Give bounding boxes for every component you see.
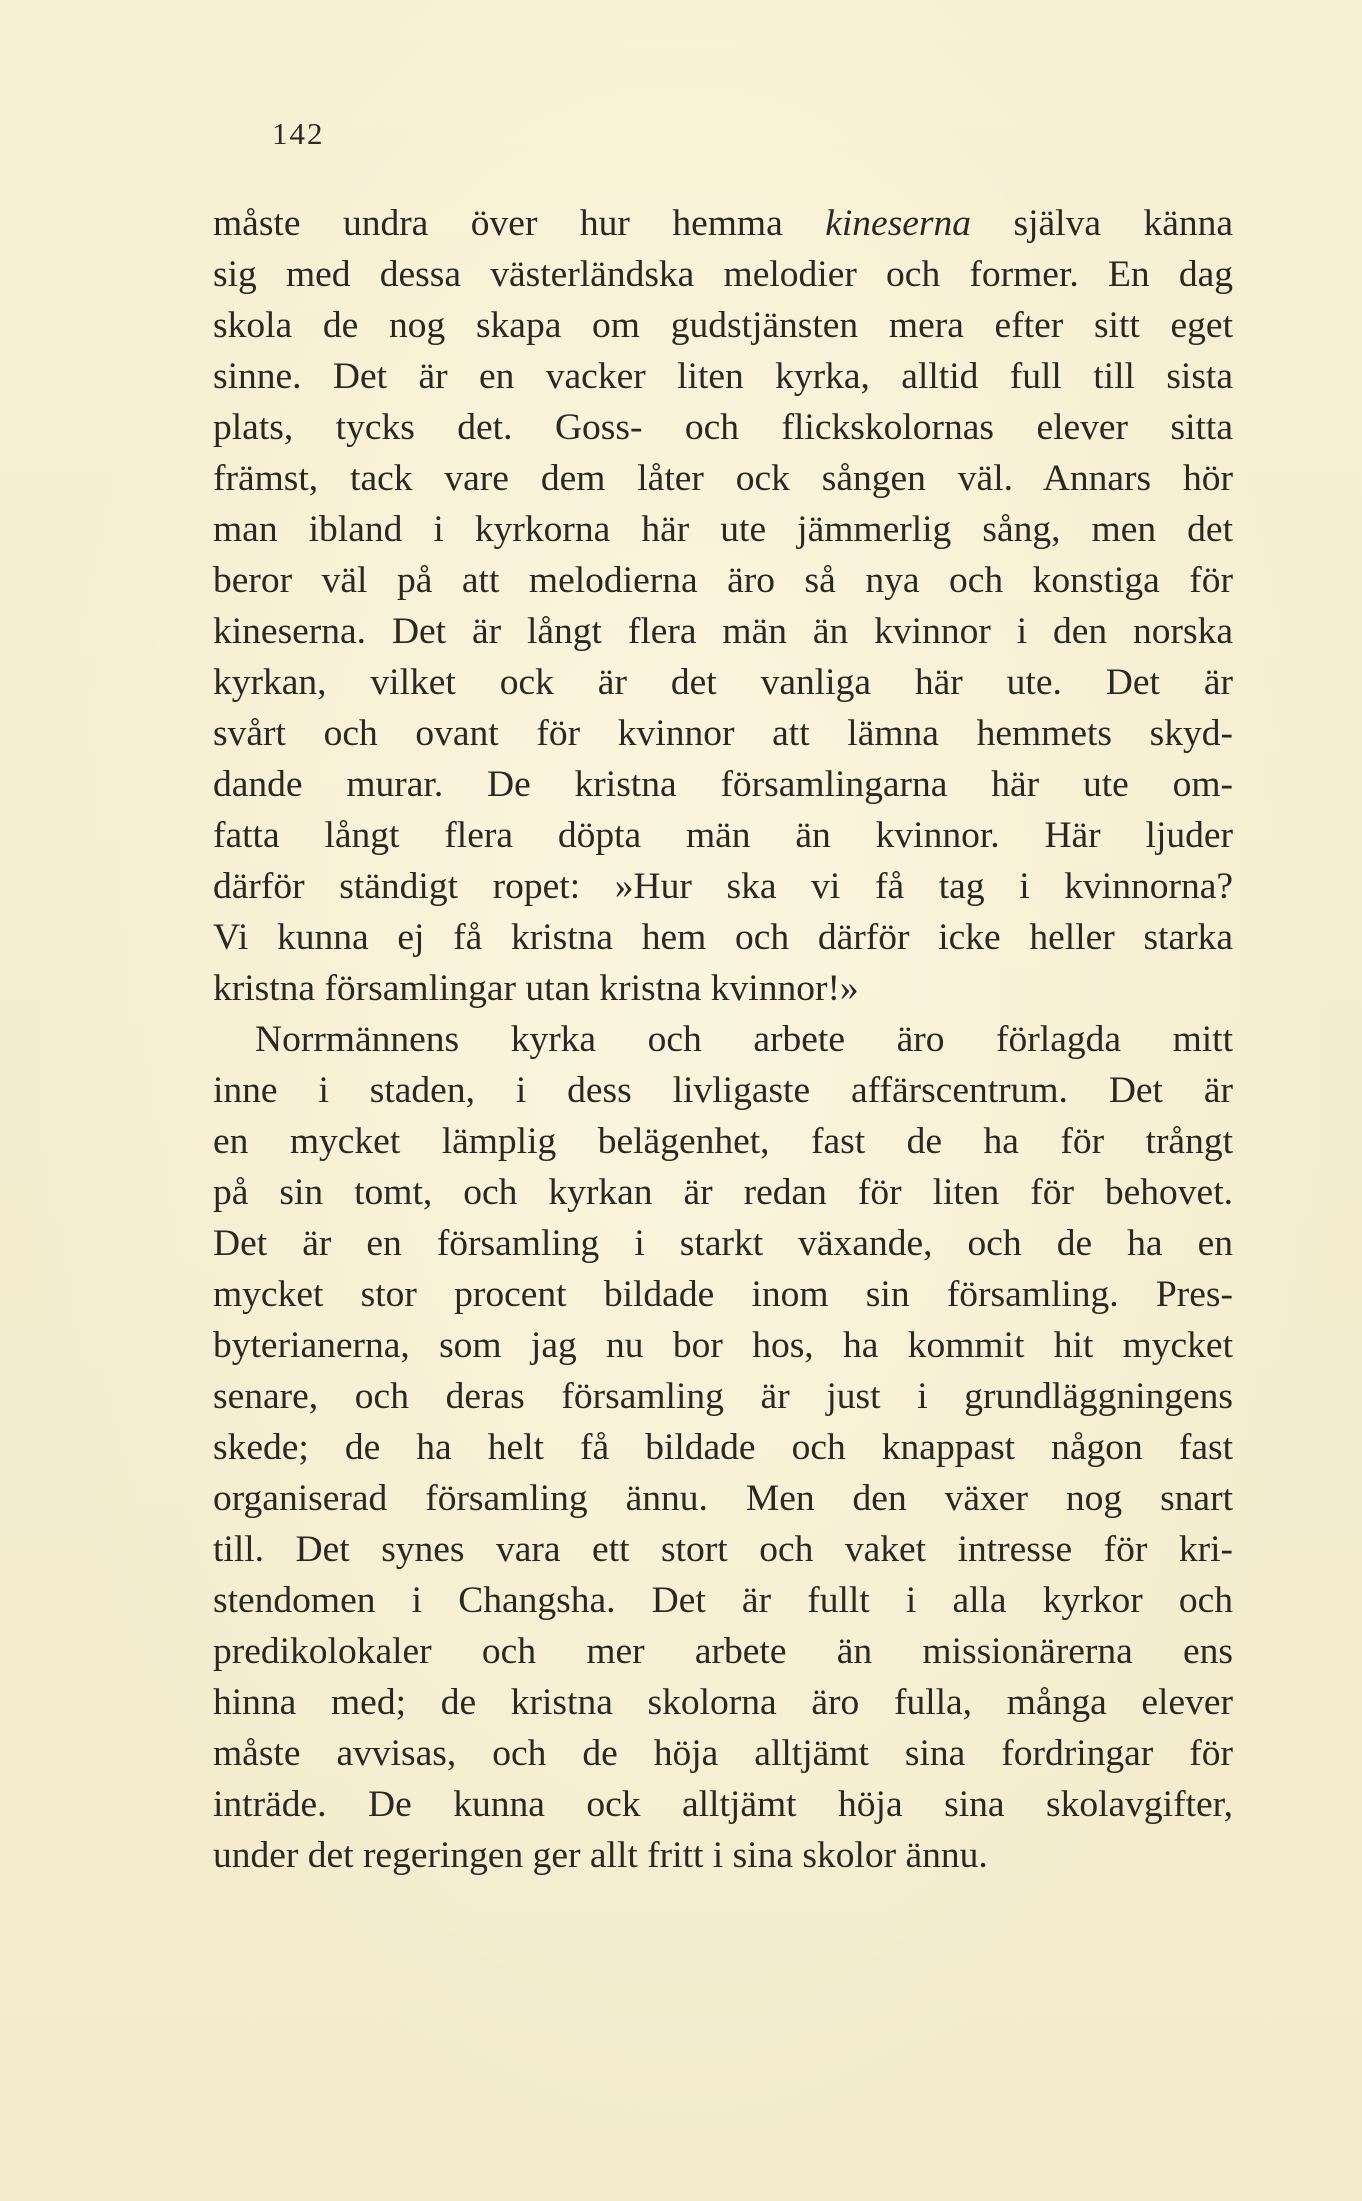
text-line-19: en mycket lämplig belägenhet, fast de ha för trångt: [213, 1121, 1233, 1162]
text-line-32: inträde. De kunna ock alltjämt höja sina skolavgifter,: [213, 1784, 1233, 1825]
text-line-13: fatta långt flera döpta män än kvinnor. Här ljuder: [213, 815, 1233, 856]
text-line-28: stendomen i Changsha. Det är fullt i alla kyrkor och: [213, 1580, 1233, 1621]
text-line-18: inne i staden, i dess livligaste affärscentrum. Det är: [213, 1070, 1233, 1111]
text-line-7: man ibland i kyrkorna här ute jämmerlig sång, men det: [213, 509, 1233, 550]
text-line-27: till. Det synes vara ett stort och vaket intresse för kri-: [213, 1529, 1233, 1570]
text-line-23: byterianerna, som jag nu bor hos, ha kommit hit mycket: [213, 1325, 1233, 1366]
text-line-24: senare, och deras församling är just i grundläggningens: [213, 1376, 1233, 1417]
text-line-2: sig med dessa västerländska melodier och former. En dag: [213, 254, 1233, 295]
text-line-10: kyrkan, vilket ock är det vanliga här ute. Det är: [213, 662, 1233, 703]
text-line-4: sinne. Det är en vacker liten kyrka, alltid full till sista: [213, 356, 1233, 397]
text-line-8: beror väl på att melodierna äro så nya och konstiga för: [213, 560, 1233, 601]
text-line-14: därför ständigt ropet: »Hur ska vi få tag i kvinnorna?: [213, 866, 1233, 907]
body-text: [213, 198, 1233, 1881]
text-line-1: måste undra över hur hemma kineserna själva känna: [213, 203, 1233, 244]
text-line-12: dande murar. De kristna församlingarna här ute om-: [213, 764, 1233, 805]
page-number: 142: [272, 116, 325, 151]
text-line-26: organiserad församling ännu. Men den växer nog snart: [213, 1478, 1233, 1519]
text-line-20: på sin tomt, och kyrkan är redan för liten för behovet.: [213, 1172, 1233, 1213]
text-line-17: Norrmännens kyrka och arbete äro förlagda mitt: [255, 1019, 1233, 1060]
text-line-9: kineserna. Det är långt flera män än kvinnor i den norska: [213, 611, 1233, 652]
text-line-5: plats, tycks det. Goss- och flickskolornas elever sitta: [213, 407, 1233, 448]
text-line-30: hinna med; de kristna skolorna äro fulla, många elever: [213, 1682, 1233, 1723]
emphasized-word: kineserna: [825, 203, 972, 244]
text-line-25: skede; de ha helt få bildade och knappast någon fast: [213, 1427, 1233, 1468]
text-line-15: Vi kunna ej få kristna hem och därför icke heller starka: [213, 917, 1233, 958]
text-line-6: främst, tack vare dem låter ock sången väl. Annars hör: [213, 458, 1233, 499]
text-line-11: svårt och ovant för kvinnor att lämna hemmets skyd-: [213, 713, 1233, 754]
text-line-3: skola de nog skapa om gudstjänsten mera efter sitt eget: [213, 305, 1233, 346]
text-line-33: under det regeringen ger allt fritt i sina skolor ännu.: [213, 1835, 988, 1876]
text-line-31: måste avvisas, och de höja alltjämt sina fordringar för: [213, 1733, 1233, 1774]
text-line-21: Det är en församling i starkt växande, och de ha en: [213, 1223, 1233, 1264]
text-line-29: predikolokaler och mer arbete än missionärerna ens: [213, 1631, 1233, 1672]
text-line-22: mycket stor procent bildade inom sin församling. Pres-: [213, 1274, 1233, 1315]
text-line-16: kristna församlingar utan kristna kvinnor!»: [213, 968, 859, 1009]
